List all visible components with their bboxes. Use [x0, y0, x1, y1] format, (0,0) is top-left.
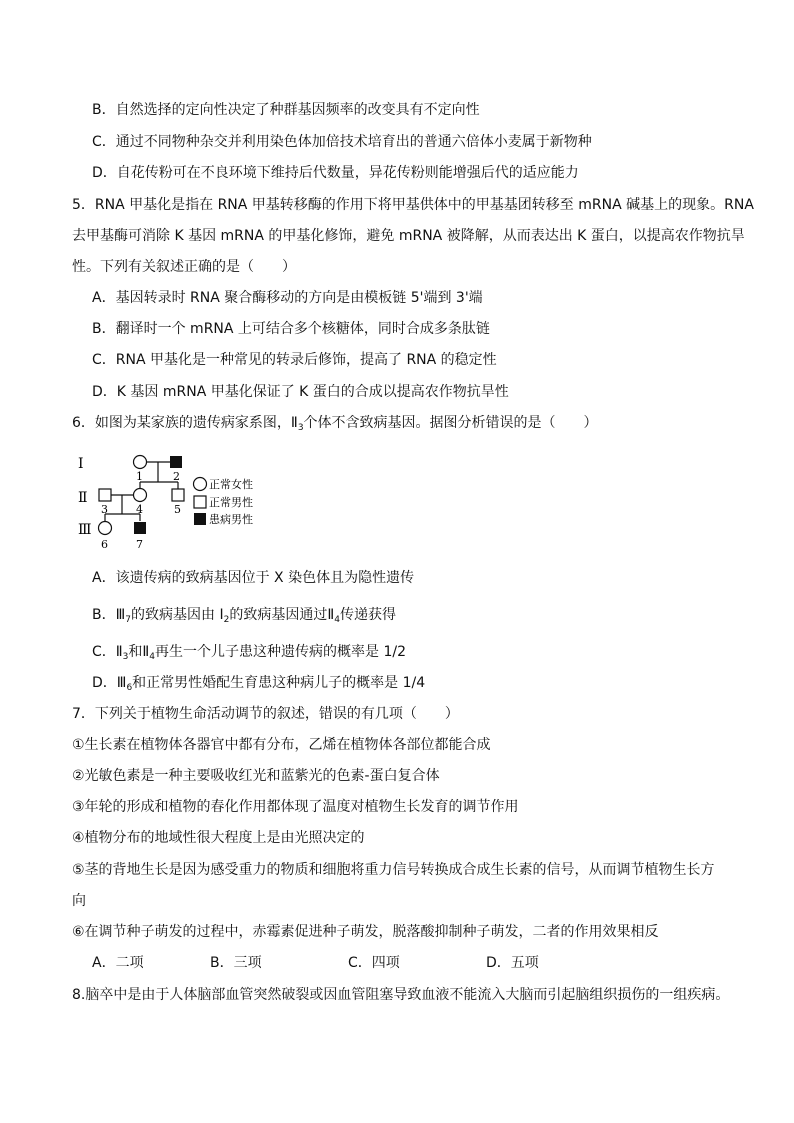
q5-option-d: D．K 基因 mRNA 甲基化保证了 K 蛋白的合成以提高农作物抗旱性 — [92, 384, 509, 400]
q6-stem-post: 个体不含致病基因。据图分析错误的是（ ） — [303, 415, 598, 431]
generation-label-1: Ⅰ — [78, 456, 84, 472]
legend-normal-female: 正常女性 — [209, 478, 253, 491]
q5-option-c: C．RNA 甲基化是一种常见的转录后修饰，提高了 RNA 的稳定性 — [92, 352, 497, 368]
q7-statement-3: ③年轮的形成和植物的春化作用都体现了温度对植物生长发育的调节作用 — [72, 799, 519, 815]
individual-4-normal-female — [134, 489, 147, 502]
individual-3-normal-male — [99, 489, 111, 501]
q6-option-c: C．$Ⅱ_3$和$Ⅱ_4$再生一个儿子患这种遗传病的概率是 1/2 — [92, 644, 407, 662]
individual-number-6: 6 — [101, 538, 108, 551]
individual-6-normal-female — [99, 522, 112, 535]
q6-option-a: A．该遗传病的致病基因位于 X 染色体且为隐性遗传 — [92, 570, 415, 586]
q7-statement-4: ④植物分布的地域性很大程度上是由光照决定的 — [72, 830, 365, 846]
legend-female-symbol — [194, 478, 207, 491]
q6-option-d: D．$Ⅲ_6$和正常男性婚配生育患这种病儿子的概率是 1/4 — [92, 675, 426, 693]
q5-option-b: B．翻译时一个 mRNA 上可结合多个核糖体，同时合成多条肽链 — [92, 321, 490, 337]
q7-stem: 7．下列关于植物生命活动调节的叙述，错误的有几项（ ） — [72, 706, 459, 722]
generation-label-3: Ⅲ — [78, 522, 92, 538]
q7-option-c: C．四项 — [348, 955, 400, 971]
q7-option-d: D．五项 — [486, 955, 539, 971]
q4-option-d: D．自花传粉可在不良环境下维持后代数量，异花传粉则能增强后代的适应能力 — [92, 165, 579, 181]
q6-option-b: B．$Ⅲ_7$的致病基因由 $I_2$的致病基因通过$Ⅱ_4$传递获得 — [92, 607, 396, 625]
q7-option-a: A．二项 — [92, 955, 144, 971]
q5-stem-line-1: 5．RNA 甲基化是指在 RNA 甲基转移酶的作用下将甲基供体中的甲基基团转移至 mRNA 碱基上的现象。RNA — [72, 197, 754, 213]
individual-1-normal-female — [134, 456, 147, 469]
legend-male-symbol — [194, 496, 206, 508]
legend-normal-male: 正常男性 — [209, 496, 253, 509]
individual-number-7: 7 — [136, 538, 143, 551]
individual-number-1: 1 — [136, 470, 143, 483]
legend-affected-symbol — [194, 513, 206, 525]
q5-stem-line-3: 性。下列有关叙述正确的是（ ） — [72, 259, 296, 275]
q7-statement-5-line-2: 向 — [72, 893, 86, 909]
q6-stem — [72, 413, 598, 438]
q8-stem: 8.脑卒中是由于人体脑部血管突然破裂或因血管阻塞导致血液不能流入大脑而引起脑组织损伤的一组疾病。 — [72, 987, 730, 1003]
individual-number-4: 4 — [136, 503, 143, 516]
q4-option-c: C．通过不同物种杂交并利用染色体加倍技术培育出的普通六倍体小麦属于新物种 — [92, 134, 592, 150]
q7-option-b: B．三项 — [210, 955, 262, 971]
q7-statement-1: ①生长素在植物体各器官中都有分布，乙烯在植物体各部位都能合成 — [72, 737, 491, 753]
legend-affected-male: 患病男性 — [209, 513, 253, 526]
individual-number-2: 2 — [173, 470, 180, 483]
individual-7-affected-male — [134, 522, 146, 534]
pedigree-diagram — [72, 452, 272, 556]
q5-option-a: A．基因转录时 RNA 聚合酶移动的方向是由模板链 5'端到 3'端 — [92, 290, 483, 306]
q6-stem-sub: 3 — [297, 423, 304, 433]
generation-label-2: Ⅱ — [78, 490, 88, 506]
q6-stem-pre: 6．如图为某家族的遗传病家系图，Ⅱ — [72, 415, 298, 431]
q7-statement-6: ⑥在调节种子萌发的过程中，赤霉素促进种子萌发，脱落酸抑制种子萌发，二者的作用效果相反 — [72, 924, 659, 940]
individual-number-5: 5 — [174, 503, 181, 516]
q5-stem-line-2: 去甲基酶可消除 K 基因 mRNA 的甲基化修饰，避免 mRNA 被降解，从而表达出 K 蛋白，以提高农作物抗旱 — [72, 228, 745, 244]
q7-statement-2: ②光敏色素是一种主要吸收红光和蓝紫光的色素-蛋白复合体 — [72, 768, 440, 784]
q4-option-b: B．自然选择的定向性决定了种群基因频率的改变具有不定向性 — [92, 102, 480, 118]
individual-2-affected-male — [170, 456, 182, 468]
individual-5-normal-male — [172, 489, 184, 501]
q7-statement-5-line-1: ⑤茎的背地生长是因为感受重力的物质和细胞将重力信号转换成合成生长素的信号，从而调节植物生长方 — [72, 862, 715, 878]
individual-number-3: 3 — [101, 503, 108, 516]
